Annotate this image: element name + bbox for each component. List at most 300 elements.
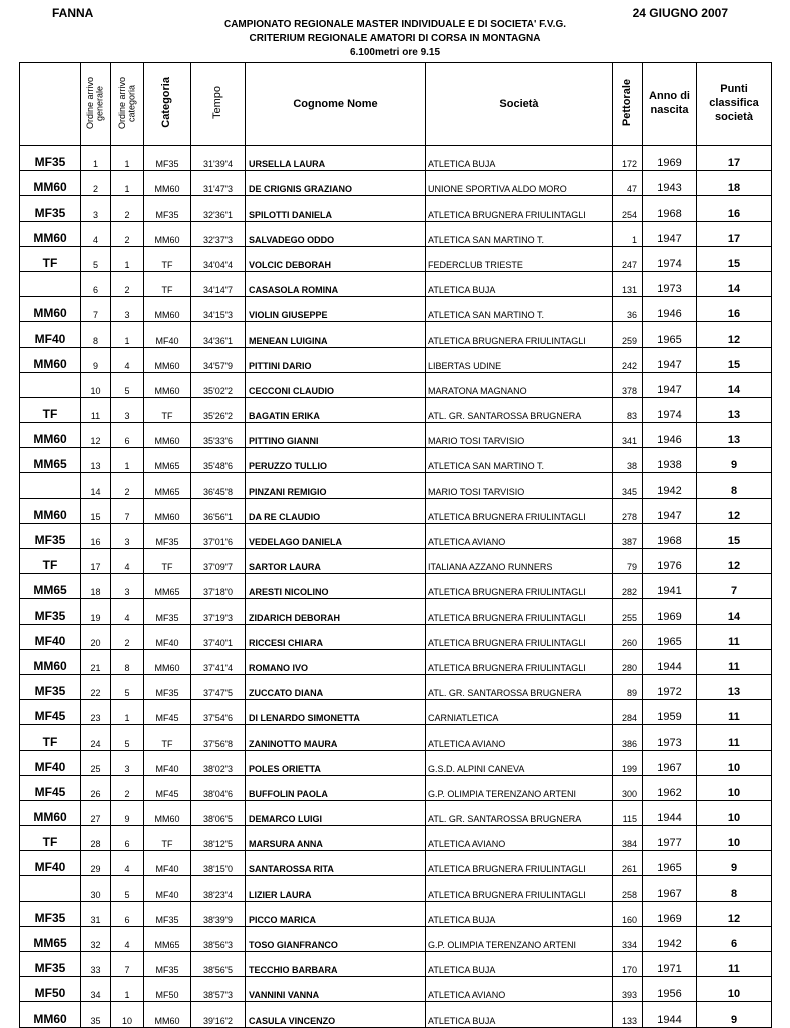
bib-cell: 278 — [613, 498, 643, 523]
category-order-cell: 3 — [111, 750, 144, 775]
points-cell: 11 — [697, 624, 772, 649]
athlete-name-cell: DEMARCO LUIGI — [246, 800, 426, 825]
points-cell: 12 — [697, 549, 772, 574]
points-cell: 12 — [697, 498, 772, 523]
birth-year-cell: 1962 — [643, 775, 697, 800]
main-category-cell: MF40 — [20, 851, 81, 876]
category-order-cell: 3 — [111, 297, 144, 322]
birth-year-cell: 1941 — [643, 574, 697, 599]
table-row — [20, 297, 772, 322]
category-order-cell: 2 — [111, 775, 144, 800]
table-row — [20, 700, 772, 725]
bib-cell: 170 — [613, 952, 643, 977]
time-cell: 38'23"4 — [191, 876, 246, 901]
overall-order-cell: 6 — [81, 271, 111, 296]
athlete-name-cell: MENEAN LUIGINA — [246, 322, 426, 347]
athlete-name-cell: PICCO MARICA — [246, 901, 426, 926]
club-cell: ATLETICA AVIANO — [426, 725, 613, 750]
points-cell: 10 — [697, 800, 772, 825]
time-cell: 36'45"8 — [191, 473, 246, 498]
time-cell: 35'26"2 — [191, 397, 246, 422]
category-order-cell: 1 — [111, 146, 144, 171]
points-cell: 7 — [697, 574, 772, 599]
overall-order-cell: 14 — [81, 473, 111, 498]
points-cell: 9 — [697, 1002, 772, 1027]
overall-order-cell: 27 — [81, 800, 111, 825]
main-category-cell: MM60 — [20, 498, 81, 523]
birth-year-cell: 1968 — [643, 523, 697, 548]
time-cell: 37'41"4 — [191, 649, 246, 674]
athlete-name-cell: ZIDARICH DEBORAH — [246, 599, 426, 624]
main-category-cell: MM60 — [20, 800, 81, 825]
points-cell: 15 — [697, 246, 772, 271]
club-cell: ATLETICA AVIANO — [426, 977, 613, 1002]
category-order-cell: 10 — [111, 1002, 144, 1027]
main-category-cell: MM60 — [20, 347, 81, 372]
main-category-cell: MM60 — [20, 423, 81, 448]
category-order-cell: 4 — [111, 926, 144, 951]
main-category-cell — [20, 271, 81, 296]
table-row — [20, 498, 772, 523]
overall-order-cell: 4 — [81, 221, 111, 246]
category-cell: TF — [144, 397, 191, 422]
category-order-cell: 6 — [111, 423, 144, 448]
bib-cell: 284 — [613, 700, 643, 725]
main-category-cell: MM65 — [20, 926, 81, 951]
birth-year-cell: 1956 — [643, 977, 697, 1002]
category-cell: MF50 — [144, 977, 191, 1002]
results-table — [19, 62, 772, 1028]
overall-order-cell: 12 — [81, 423, 111, 448]
category-order-cell: 4 — [111, 549, 144, 574]
header-time — [191, 63, 246, 146]
birth-year-cell: 1942 — [643, 473, 697, 498]
table-row — [20, 246, 772, 271]
club-cell: ATLETICA BRUGNERA FRIULINTAGLI — [426, 574, 613, 599]
points-cell: 8 — [697, 876, 772, 901]
club-cell: ATLETICA BRUGNERA FRIULINTAGLI — [426, 624, 613, 649]
athlete-name-cell: TOSO GIANFRANCO — [246, 926, 426, 951]
main-category-cell: MF50 — [20, 977, 81, 1002]
category-order-cell: 8 — [111, 649, 144, 674]
athlete-name-cell: SALVADEGO ODDO — [246, 221, 426, 246]
time-cell: 37'47"5 — [191, 674, 246, 699]
table-row — [20, 171, 772, 196]
header-category-order-label: Ordine arrivo categoria — [116, 76, 136, 130]
table-row — [20, 397, 772, 422]
birth-year-cell: 1973 — [643, 271, 697, 296]
category-cell: MF35 — [144, 901, 191, 926]
birth-year-cell: 1976 — [643, 549, 697, 574]
table-row — [20, 523, 772, 548]
athlete-name-cell: POLES ORIETTA — [246, 750, 426, 775]
main-category-cell — [20, 876, 81, 901]
main-category-cell: TF — [20, 397, 81, 422]
points-cell: 11 — [697, 649, 772, 674]
birth-year-cell: 1965 — [643, 322, 697, 347]
club-cell: ATLETICA AVIANO — [426, 826, 613, 851]
points-cell: 9 — [697, 851, 772, 876]
table-row — [20, 146, 772, 171]
points-cell: 13 — [697, 397, 772, 422]
athlete-name-cell: ROMANO IVO — [246, 649, 426, 674]
athlete-name-cell: PITTINO GIANNI — [246, 423, 426, 448]
category-cell: TF — [144, 271, 191, 296]
time-cell: 35'48"6 — [191, 448, 246, 473]
points-cell: 18 — [697, 171, 772, 196]
birth-year-cell: 1972 — [643, 674, 697, 699]
bib-cell: 384 — [613, 826, 643, 851]
main-category-cell: MF45 — [20, 775, 81, 800]
main-category-cell: MM60 — [20, 297, 81, 322]
time-cell: 31'39"4 — [191, 146, 246, 171]
time-cell: 34'36"1 — [191, 322, 246, 347]
birth-year-cell: 1944 — [643, 800, 697, 825]
birth-year-cell: 1967 — [643, 750, 697, 775]
bib-cell: 260 — [613, 624, 643, 649]
title-championship: CAMPIONATO REGIONALE MASTER INDIVIDUALE E DI SOCIETA' F.V.G. — [223, 19, 567, 30]
header-birth-year: Anno di nascita — [643, 63, 697, 146]
birth-year-cell: 1943 — [643, 171, 697, 196]
header-main-category — [20, 63, 81, 146]
title-distance: 6.100metri ore 9.15 — [349, 47, 441, 58]
time-cell: 38'56"5 — [191, 952, 246, 977]
event-date: 24 GIUGNO 2007 — [632, 6, 728, 20]
birth-year-cell: 1946 — [643, 423, 697, 448]
club-cell: ATLETICA BRUGNERA FRIULINTAGLI — [426, 851, 613, 876]
club-cell: ATLETICA BUJA — [426, 901, 613, 926]
overall-order-cell: 13 — [81, 448, 111, 473]
overall-order-cell: 18 — [81, 574, 111, 599]
club-cell: G.P. OLIMPIA TERENZANO ARTENI — [426, 775, 613, 800]
athlete-name-cell: SARTOR LAURA — [246, 549, 426, 574]
bib-cell: 1 — [613, 221, 643, 246]
bib-cell: 115 — [613, 800, 643, 825]
birth-year-cell: 1969 — [643, 901, 697, 926]
table-row — [20, 196, 772, 221]
overall-order-cell: 23 — [81, 700, 111, 725]
athlete-name-cell: LIZIER LAURA — [246, 876, 426, 901]
overall-order-cell: 35 — [81, 1002, 111, 1027]
birth-year-cell: 1968 — [643, 196, 697, 221]
club-cell: LIBERTAS UDINE — [426, 347, 613, 372]
club-cell: ATLETICA AVIANO — [426, 523, 613, 548]
category-order-cell: 5 — [111, 725, 144, 750]
main-category-cell: MF40 — [20, 624, 81, 649]
birth-year-cell: 1965 — [643, 851, 697, 876]
birth-year-cell: 1947 — [643, 498, 697, 523]
header-category-label: Categoria — [160, 77, 173, 128]
bib-cell: 79 — [613, 549, 643, 574]
time-cell: 38'04"6 — [191, 775, 246, 800]
category-cell: MF35 — [144, 523, 191, 548]
time-cell: 38'15"0 — [191, 851, 246, 876]
overall-order-cell: 11 — [81, 397, 111, 422]
document-header — [0, 0, 790, 62]
points-cell: 10 — [697, 977, 772, 1002]
time-cell: 31'47"3 — [191, 171, 246, 196]
category-order-cell: 3 — [111, 523, 144, 548]
header-category — [144, 63, 191, 146]
time-cell: 38'57"3 — [191, 977, 246, 1002]
main-category-cell: MM60 — [20, 649, 81, 674]
bib-cell: 160 — [613, 901, 643, 926]
overall-order-cell: 5 — [81, 246, 111, 271]
overall-order-cell: 25 — [81, 750, 111, 775]
category-cell: MF35 — [144, 196, 191, 221]
time-cell: 38'06"5 — [191, 800, 246, 825]
birth-year-cell: 1944 — [643, 649, 697, 674]
athlete-name-cell: MARSURA ANNA — [246, 826, 426, 851]
time-cell: 37'40"1 — [191, 624, 246, 649]
category-order-cell: 7 — [111, 952, 144, 977]
category-cell: TF — [144, 246, 191, 271]
bib-cell: 172 — [613, 146, 643, 171]
category-cell: MF35 — [144, 599, 191, 624]
category-cell: MM65 — [144, 473, 191, 498]
header-club: Società — [426, 63, 613, 146]
points-cell: 11 — [697, 725, 772, 750]
main-category-cell: MF35 — [20, 901, 81, 926]
table-row — [20, 952, 772, 977]
time-cell: 37'18"0 — [191, 574, 246, 599]
table-row — [20, 599, 772, 624]
table-row — [20, 549, 772, 574]
birth-year-cell: 1938 — [643, 448, 697, 473]
bib-cell: 199 — [613, 750, 643, 775]
category-cell: MF40 — [144, 750, 191, 775]
points-cell: 12 — [697, 322, 772, 347]
table-row — [20, 322, 772, 347]
category-cell: MF45 — [144, 775, 191, 800]
bib-cell: 259 — [613, 322, 643, 347]
main-category-cell: MM60 — [20, 1002, 81, 1027]
bib-cell: 280 — [613, 649, 643, 674]
main-category-cell: MF35 — [20, 523, 81, 548]
points-cell: 6 — [697, 926, 772, 951]
club-cell: G.P. OLIMPIA TERENZANO ARTENI — [426, 926, 613, 951]
athlete-name-cell: DA RE CLAUDIO — [246, 498, 426, 523]
category-cell: MM65 — [144, 574, 191, 599]
overall-order-cell: 29 — [81, 851, 111, 876]
category-cell: MM60 — [144, 347, 191, 372]
club-cell: ATLETICA SAN MARTINO T. — [426, 448, 613, 473]
overall-order-cell: 22 — [81, 674, 111, 699]
category-cell: MM60 — [144, 297, 191, 322]
club-cell: ATL. GR. SANTAROSSA BRUGNERA — [426, 674, 613, 699]
overall-order-cell: 20 — [81, 624, 111, 649]
overall-order-cell: 16 — [81, 523, 111, 548]
time-cell: 36'56"1 — [191, 498, 246, 523]
athlete-name-cell: ARESTI NICOLINO — [246, 574, 426, 599]
time-cell: 37'19"3 — [191, 599, 246, 624]
bib-cell: 242 — [613, 347, 643, 372]
club-cell: CARNIATLETICA — [426, 700, 613, 725]
bib-cell: 345 — [613, 473, 643, 498]
points-cell: 12 — [697, 901, 772, 926]
category-order-cell: 2 — [111, 221, 144, 246]
overall-order-cell: 10 — [81, 372, 111, 397]
results-body — [20, 146, 772, 1028]
club-cell: ATL. GR. SANTAROSSA BRUGNERA — [426, 800, 613, 825]
athlete-name-cell: PERUZZO TULLIO — [246, 448, 426, 473]
overall-order-cell: 8 — [81, 322, 111, 347]
bib-cell: 254 — [613, 196, 643, 221]
club-cell: MARIO TOSI TARVISIO — [426, 423, 613, 448]
birth-year-cell: 1942 — [643, 926, 697, 951]
category-order-cell: 2 — [111, 196, 144, 221]
birth-year-cell: 1973 — [643, 725, 697, 750]
birth-year-cell: 1974 — [643, 246, 697, 271]
points-cell: 16 — [697, 196, 772, 221]
overall-order-cell: 32 — [81, 926, 111, 951]
category-order-cell: 1 — [111, 246, 144, 271]
overall-order-cell: 9 — [81, 347, 111, 372]
table-row — [20, 926, 772, 951]
club-cell: ATLETICA BUJA — [426, 952, 613, 977]
table-row — [20, 448, 772, 473]
points-cell: 17 — [697, 221, 772, 246]
time-cell: 37'01"6 — [191, 523, 246, 548]
main-category-cell — [20, 372, 81, 397]
category-cell: MF45 — [144, 700, 191, 725]
bib-cell: 255 — [613, 599, 643, 624]
club-cell: ATL. GR. SANTAROSSA BRUGNERA — [426, 397, 613, 422]
category-order-cell: 6 — [111, 826, 144, 851]
time-cell: 39'16"2 — [191, 1002, 246, 1027]
category-order-cell: 1 — [111, 977, 144, 1002]
table-row — [20, 1002, 772, 1027]
bib-cell: 341 — [613, 423, 643, 448]
points-cell: 10 — [697, 775, 772, 800]
main-category-cell: MM65 — [20, 574, 81, 599]
birth-year-cell: 1959 — [643, 700, 697, 725]
bib-cell: 393 — [613, 977, 643, 1002]
club-cell: ATLETICA SAN MARTINO T. — [426, 297, 613, 322]
athlete-name-cell: BUFFOLIN PAOLA — [246, 775, 426, 800]
time-cell: 34'14"7 — [191, 271, 246, 296]
athlete-name-cell: BAGATIN ERIKA — [246, 397, 426, 422]
overall-order-cell: 19 — [81, 599, 111, 624]
athlete-name-cell: PINZANI REMIGIO — [246, 473, 426, 498]
bib-cell: 282 — [613, 574, 643, 599]
athlete-name-cell: VANNINI VANNA — [246, 977, 426, 1002]
club-cell: MARIO TOSI TARVISIO — [426, 473, 613, 498]
birth-year-cell: 1969 — [643, 599, 697, 624]
club-cell: ATLETICA BRUGNERA FRIULINTAGLI — [426, 876, 613, 901]
club-cell: ATLETICA BRUGNERA FRIULINTAGLI — [426, 322, 613, 347]
main-category-cell: MM60 — [20, 221, 81, 246]
bib-cell: 133 — [613, 1002, 643, 1027]
birth-year-cell: 1974 — [643, 397, 697, 422]
category-order-cell: 3 — [111, 574, 144, 599]
time-cell: 37'09"7 — [191, 549, 246, 574]
time-cell: 34'15"3 — [191, 297, 246, 322]
athlete-name-cell: DI LENARDO SIMONETTA — [246, 700, 426, 725]
category-cell: MM65 — [144, 448, 191, 473]
birth-year-cell: 1977 — [643, 826, 697, 851]
category-order-cell: 5 — [111, 372, 144, 397]
points-cell: 11 — [697, 952, 772, 977]
points-cell: 9 — [697, 448, 772, 473]
venue-label: FANNA — [52, 6, 94, 20]
time-cell: 38'12"5 — [191, 826, 246, 851]
time-cell: 34'57"9 — [191, 347, 246, 372]
club-cell: ATLETICA BRUGNERA FRIULINTAGLI — [426, 498, 613, 523]
table-row — [20, 574, 772, 599]
main-category-cell: MF40 — [20, 322, 81, 347]
category-cell: MM60 — [144, 800, 191, 825]
header-time-label: Tempo — [211, 85, 224, 120]
overall-order-cell: 7 — [81, 297, 111, 322]
points-cell: 13 — [697, 674, 772, 699]
table-row — [20, 901, 772, 926]
bib-cell: 83 — [613, 397, 643, 422]
points-cell: 15 — [697, 523, 772, 548]
main-category-cell: MF35 — [20, 599, 81, 624]
overall-order-cell: 17 — [81, 549, 111, 574]
athlete-name-cell: DE CRIGNIS GRAZIANO — [246, 171, 426, 196]
points-cell: 10 — [697, 750, 772, 775]
main-category-cell: MF40 — [20, 750, 81, 775]
category-order-cell: 2 — [111, 473, 144, 498]
athlete-name-cell: PITTINI DARIO — [246, 347, 426, 372]
table-row — [20, 649, 772, 674]
category-cell: MM60 — [144, 649, 191, 674]
header-overall-order — [81, 63, 111, 146]
athlete-name-cell: URSELLA LAURA — [246, 146, 426, 171]
points-cell: 13 — [697, 423, 772, 448]
time-cell: 34'04"4 — [191, 246, 246, 271]
header-bib-label: Pettorale — [620, 78, 633, 127]
main-category-cell: MF35 — [20, 952, 81, 977]
category-order-cell: 1 — [111, 448, 144, 473]
table-row — [20, 977, 772, 1002]
category-cell: MM60 — [144, 171, 191, 196]
table-header-row — [20, 63, 772, 146]
time-cell: 38'39"9 — [191, 901, 246, 926]
athlete-name-cell: SPILOTTI DANIELA — [246, 196, 426, 221]
category-cell: MM60 — [144, 498, 191, 523]
category-cell: MF40 — [144, 876, 191, 901]
category-order-cell: 6 — [111, 901, 144, 926]
main-category-cell: MF35 — [20, 196, 81, 221]
category-order-cell: 2 — [111, 624, 144, 649]
bib-cell: 38 — [613, 448, 643, 473]
table-row — [20, 473, 772, 498]
bib-cell: 334 — [613, 926, 643, 951]
main-category-cell: MF35 — [20, 146, 81, 171]
club-cell: FEDERCLUB TRIESTE — [426, 246, 613, 271]
birth-year-cell: 1946 — [643, 297, 697, 322]
bib-cell: 387 — [613, 523, 643, 548]
points-cell: 10 — [697, 826, 772, 851]
bib-cell: 247 — [613, 246, 643, 271]
table-row — [20, 775, 772, 800]
main-category-cell — [20, 473, 81, 498]
club-cell: ATLETICA BUJA — [426, 271, 613, 296]
category-cell: MM60 — [144, 1002, 191, 1027]
time-cell: 38'02"3 — [191, 750, 246, 775]
header-overall-order-label: Ordine arrivo generale — [85, 76, 105, 130]
header-points: Punti classifica società — [697, 63, 772, 146]
category-cell: MF35 — [144, 952, 191, 977]
category-cell: MF35 — [144, 146, 191, 171]
table-row — [20, 826, 772, 851]
title-criterium: CRITERIUM REGIONALE AMATORI DI CORSA IN MONTAGNA — [249, 33, 541, 44]
main-category-cell: TF — [20, 725, 81, 750]
header-category-order — [111, 63, 144, 146]
